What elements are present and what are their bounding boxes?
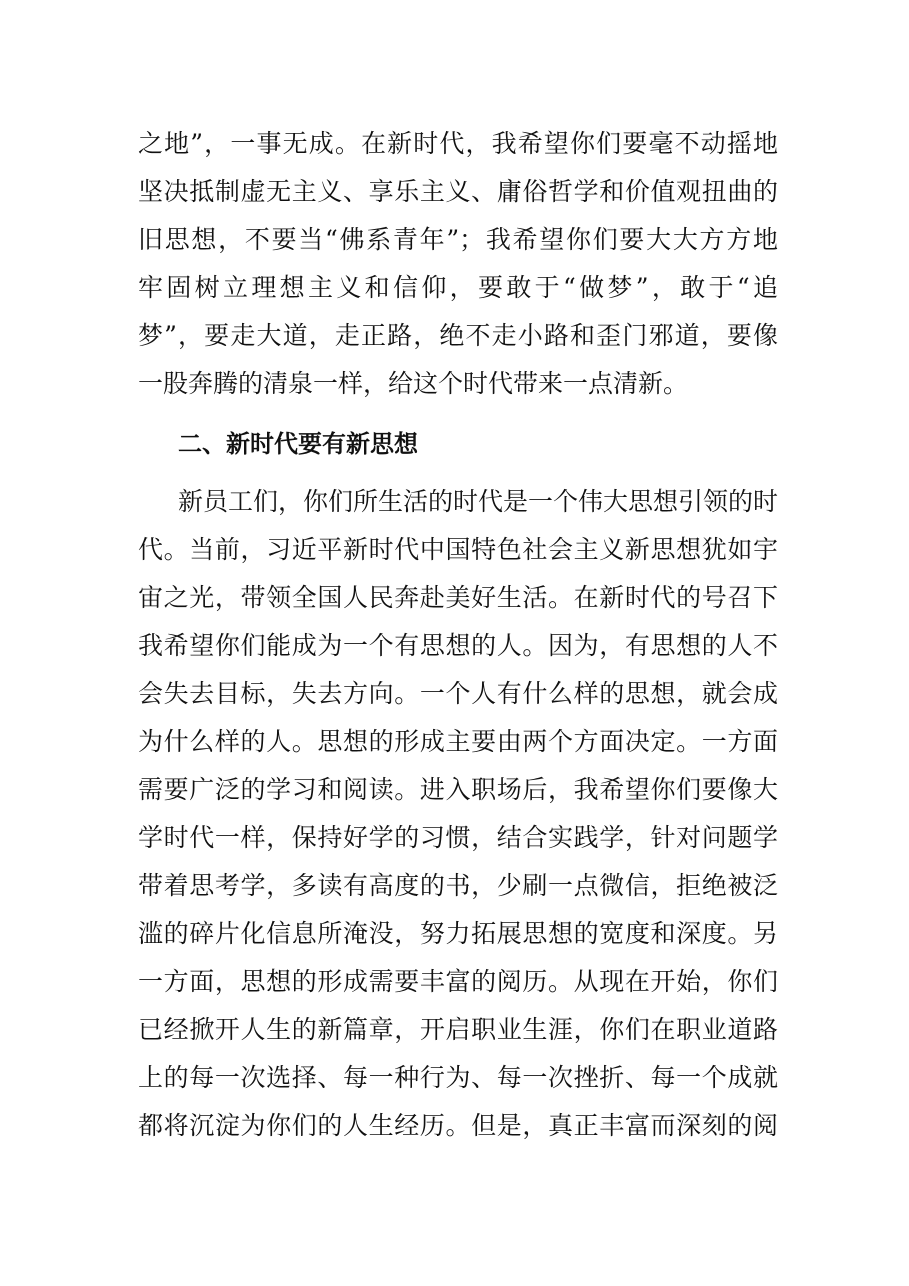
paragraph-line: 一股奔腾的清泉一样，给这个时代带来一点清新。 xyxy=(138,369,689,398)
paragraph-line: 已经掀开人生的新篇章，开启职业生涯，你们在职业道路 xyxy=(138,1015,778,1044)
paragraph-line: 旧思想，不要当“佛系青年”；我希望你们要大大方方地 xyxy=(138,225,778,254)
paragraph-line: 学时代一样，保持好学的习惯，结合实践学，针对问题学 xyxy=(138,823,778,852)
paragraph-line: 带着思考学，多读有高度的书，少刷一点微信，拒绝被泛 xyxy=(138,871,778,900)
paragraph-line: 都将沉淀为你们的人生经历。但是，真正丰富而深刻的阅 xyxy=(138,1111,778,1140)
paragraph-line: 滥的碎片化信息所淹没，努力拓展思想的宽度和深度。另 xyxy=(138,919,778,948)
paragraph-line: 上的每一次选择、每一种行为、每一次挫折、每一个成就 xyxy=(138,1063,778,1092)
paragraph-line: 宙之光，带领全国人民奔赴美好生活。在新时代的号召下 xyxy=(138,583,778,612)
paragraph-line: 一方面，思想的形成需要丰富的阅历。从现在开始，你们 xyxy=(138,967,778,996)
paragraph-line: 为什么样的人。思想的形成主要由两个方面决定。一方面 xyxy=(138,727,778,756)
paragraph-line: 需要广泛的学习和阅读。进入职场后，我希望你们要像大 xyxy=(138,775,778,804)
section-heading: 二、新时代要有新思想 xyxy=(178,430,418,458)
paragraph-line: 牢固树立理想主义和信仰，要敢于“做梦”，敢于“追 xyxy=(138,273,778,302)
paragraph-line: 梦”，要走大道，走正路，绝不走小路和歪门邪道，要像 xyxy=(138,321,778,350)
paragraph-line: 会失去目标，失去方向。一个人有什么样的思想，就会成 xyxy=(138,679,778,708)
paragraph-line: 我希望你们能成为一个有思想的人。因为，有思想的人不 xyxy=(138,631,778,660)
paragraph-line: 之地”，一事无成。在新时代，我希望你们要毫不动摇地 xyxy=(138,129,778,158)
paragraph-line: 坚决抵制虚无主义、享乐主义、庸俗哲学和价值观扭曲的 xyxy=(138,177,778,206)
paragraph-line: 代。当前，习近平新时代中国特色社会主义新思想犹如宇 xyxy=(138,535,778,564)
paragraph-line: 新员工们，你们所生活的时代是一个伟大思想引领的时 xyxy=(178,487,779,516)
